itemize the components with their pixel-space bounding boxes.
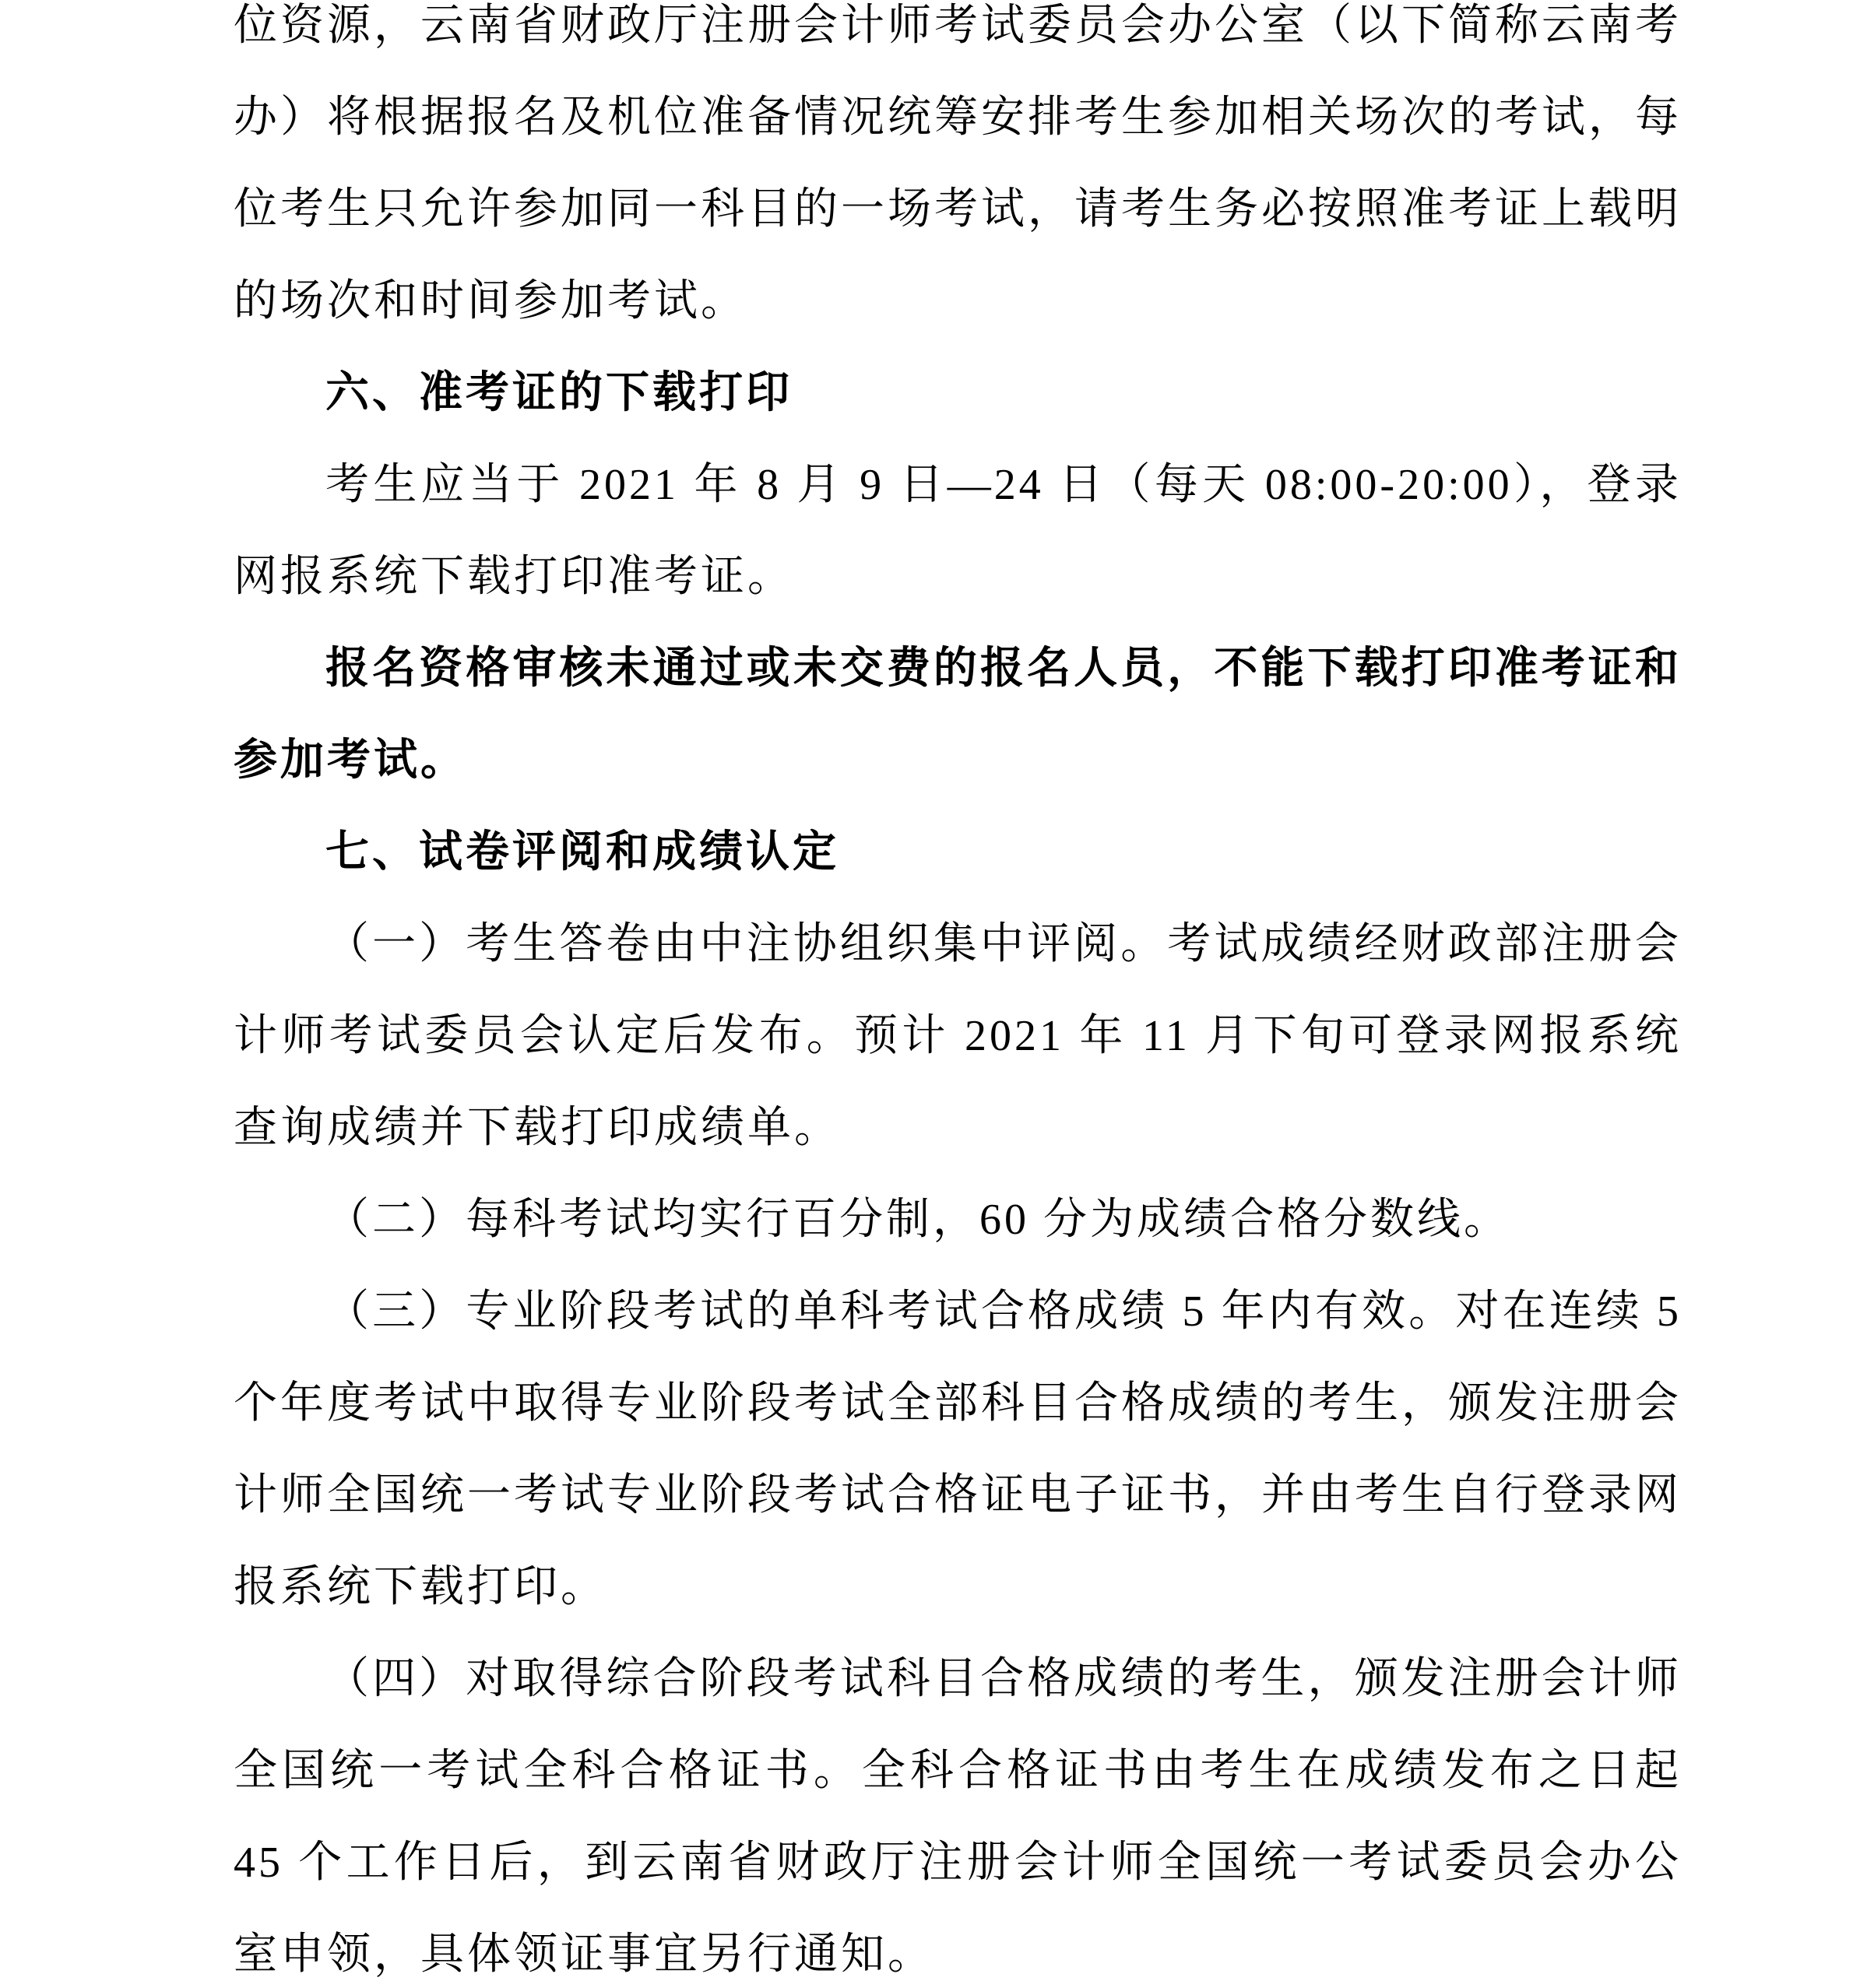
paragraph-item-1-centralized-marking: （一）考生答卷由中注协组织集中评阅。考试成绩经财政部注册会计师考试委员会认定后发布。预计 2021 年 11 月下旬可登录网报系统查询成绩并下载打印成绩单。 xyxy=(234,920,1682,1152)
paragraph-ticket-download-period: 考生应当于 2021 年 8 月 9 日—24 日（每天 08:00-20:00），登录网报系统下载打印准考证。 xyxy=(234,461,1682,601)
paragraph-item-2-passing-score: （二）每科考试均实行百分制，60 分为成绩合格分数线。 xyxy=(325,1196,1510,1244)
document-content xyxy=(234,0,1682,1988)
paragraph-ineligible-candidates-warning: 报名资格审核未通过或未交费的报名人员，不能下载打印准考证和参加考试。 xyxy=(234,645,1682,785)
paragraph-item-4-comprehensive-stage-certificate: （四）对取得综合阶段考试科目合格成绩的考生，颁发注册会计师全国统一考试全科合格证书。全科合格证书由考生在成绩发布之日起 45 个工作日后，到云南省财政厅注册会计师全国统一考试委员会办公室申领，具体领证事宜另行通知。 xyxy=(234,1655,1682,1979)
paragraph-session-arrangement-continuation: 位资源，云南省财政厅注册会计师考试委员会办公室（以下简称云南考办）将根据报名及机位准备情况统筹安排考生参加相关场次的考试，每位考生只允许参加同一科目的一场考试，请考生务必按照准考证上载明的场次和时间参加考试。 xyxy=(234,2,1682,325)
paragraph-item-3-professional-stage-validity: （三）专业阶段考试的单科考试合格成绩 5 年内有效。对在连续 5 个年度考试中取得专业阶段考试全部科目合格成绩的考生，颁发注册会计师全国统一考试专业阶段考试合格证电子证书，并由考生自行登录网报系统下载打印。 xyxy=(234,1287,1682,1611)
section-heading-marking-and-score-recognition: 七、试卷评阅和成绩认定 xyxy=(325,828,839,876)
section-heading-admission-ticket-printing: 六、准考证的下载打印 xyxy=(325,369,793,417)
